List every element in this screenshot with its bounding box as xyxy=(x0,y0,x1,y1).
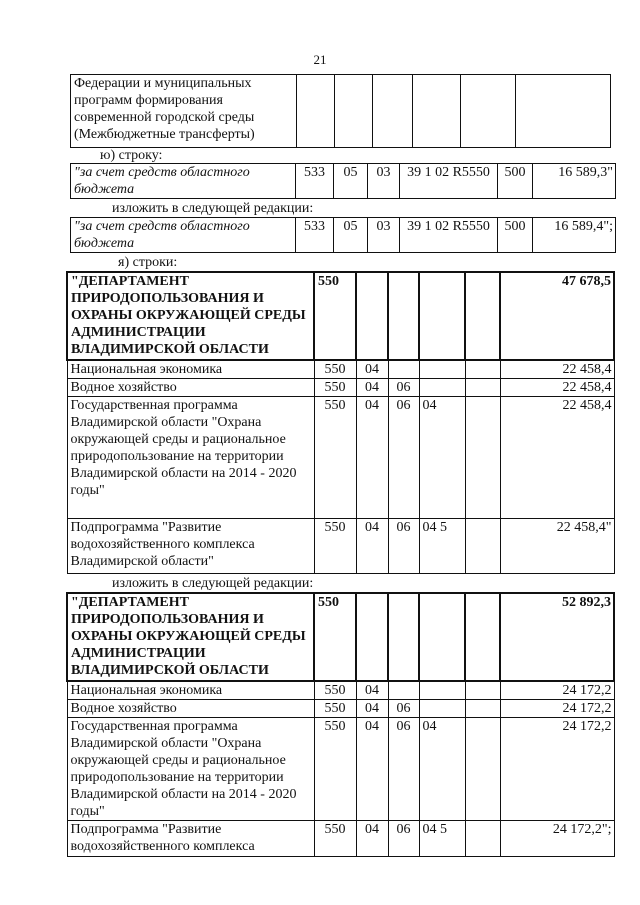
dept-old-row-name: Водное хозяйство xyxy=(67,379,314,397)
dept-new-row-sum: 24 172,2"; xyxy=(500,821,614,857)
dept-old-row-sum: 22 458,4 xyxy=(500,379,614,397)
row-new-sum: 16 589,4"; xyxy=(533,218,616,253)
label-ya: я) строки: xyxy=(118,255,178,270)
dept-old-row-name: Национальная экономика xyxy=(67,360,314,379)
dept-new-row-name: Государственная программа Владимирской области "Охрана окружающей среды и рациональное природопользование на территории Владимирской области на 2014 - 2020 годы" xyxy=(67,718,314,821)
row-old-vr: 500 xyxy=(498,164,533,199)
row-new-table xyxy=(70,217,616,253)
row-old-table xyxy=(70,163,616,199)
dept-new-row-sum: 24 172,2 xyxy=(500,718,614,821)
label-replace-2: изложить в следующей редакции: xyxy=(112,576,314,591)
row-old-rz: 05 xyxy=(334,164,368,199)
row-new-vr: 500 xyxy=(498,218,533,253)
dept-old-title: "ДЕПАРТАМЕНТ ПРИРОДОПОЛЬЗОВАНИЯ И ОХРАНЫ ОКРУЖАЮЩЕЙ СРЕДЫ АДМИНИСТРАЦИИ ВЛАДИМИРСКОЙ ОБЛАСТИ xyxy=(67,272,314,360)
dept-new-row-name: Национальная экономика xyxy=(67,681,314,700)
dept-new-title: "ДЕПАРТАМЕНТ ПРИРОДОПОЛЬЗОВАНИЯ И ОХРАНЫ ОКРУЖАЮЩЕЙ СРЕДЫ АДМИНИСТРАЦИИ ВЛАДИМИРСКОЙ ОБЛАСТИ xyxy=(67,593,314,681)
dept-old-title-sum: 47 678,5 xyxy=(500,272,614,360)
dept-old-row-sum: 22 458,4" xyxy=(500,519,614,574)
row-new-pr: 03 xyxy=(368,218,400,253)
top-block-name: Федерации и муниципальных программ формирования современной городской среды (Межбюджетные трансферты) xyxy=(71,75,297,148)
dept-new-row-name: Водное хозяйство xyxy=(67,700,314,718)
dept-new-row-sum: 24 172,2 xyxy=(500,700,614,718)
row-old-sum: 16 589,3" xyxy=(533,164,616,199)
dept-old-row-name: Государственная программа Владимирской области "Охрана окружающей среды и рациональное природопользование на территории Владимирской области на 2014 - 2020 годы" xyxy=(67,397,314,519)
top-table xyxy=(70,74,611,148)
row-new-rz: 05 xyxy=(334,218,368,253)
row-old-name: "за счет средств областного бюджета xyxy=(71,164,296,199)
row-old-csr: 39 1 02 R5550 xyxy=(400,164,498,199)
row-new-name: "за счет средств областного бюджета xyxy=(71,218,296,253)
page-number: 21 xyxy=(313,52,327,67)
row-new-ved: 533 xyxy=(296,218,334,253)
row-old-pr: 03 xyxy=(368,164,400,199)
dept-old-row-sum: 22 458,4 xyxy=(500,360,614,379)
row-new-csr: 39 1 02 R5550 xyxy=(400,218,498,253)
row-old-ved: 533 xyxy=(296,164,334,199)
dept-new-row-name: Подпрограмма "Развитие водохозяйственного комплекса xyxy=(67,821,314,857)
dept-new-row-sum: 24 172,2 xyxy=(500,681,614,700)
dept-old-row-sum: 22 458,4 xyxy=(500,397,614,519)
dept-new-table: "ДЕПАРТАМЕНТ ПРИРОДОПОЛЬЗОВАНИЯ И ОХРАНЫ ОКРУЖАЮЩЕЙ СРЕДЫ АДМИНИСТРАЦИИ ВЛАДИМИРСКОЙ ОБЛАСТИ 550 52 892,3 Национальная экономика 550 04 24 172,2 Водное хозяйство 550 04 06 24 172,2 Государственная программа Владимирской области "Охрана окружающей среды и рациональное природопользование на территории Владимирской области на 2014 - 2020 годы" 550 04 06 04 24 172,2 Подпрограмма "Развитие водохозяйственного комплекса 550 04 06 04 5 24 172,2"; xyxy=(66,592,615,857)
dept-old-title-ved: 550 xyxy=(314,272,356,360)
label-replace-1: изложить в следующей редакции: xyxy=(112,201,314,216)
dept-old-row-name: Подпрограмма "Развитие водохозяйственного комплекса Владимирской области" xyxy=(67,519,314,574)
dept-new-title-sum: 52 892,3 xyxy=(500,593,614,681)
dept-old-table: "ДЕПАРТАМЕНТ ПРИРОДОПОЛЬЗОВАНИЯ И ОХРАНЫ ОКРУЖАЮЩЕЙ СРЕДЫ АДМИНИСТРАЦИИ ВЛАДИМИРСКОЙ ОБЛАСТИ 550 47 678,5 Национальная экономика 550 04 22 458,4 Водное хозяйство 550 04 06 22 458,4 Государственная программа Владимирской области "Охрана окружающей среды и рациональное природопользование на территории Владимирской области на 2014 - 2020 годы" 550 04 06 04 22 458,4 Подпрограмма "Развитие водохозяйственного комплекса Владимирской области" 550 04 06 04 5 22 458,4" xyxy=(66,271,615,574)
label-yu: ю) строку: xyxy=(100,148,163,163)
dept-new-title-ved: 550 xyxy=(314,593,356,681)
